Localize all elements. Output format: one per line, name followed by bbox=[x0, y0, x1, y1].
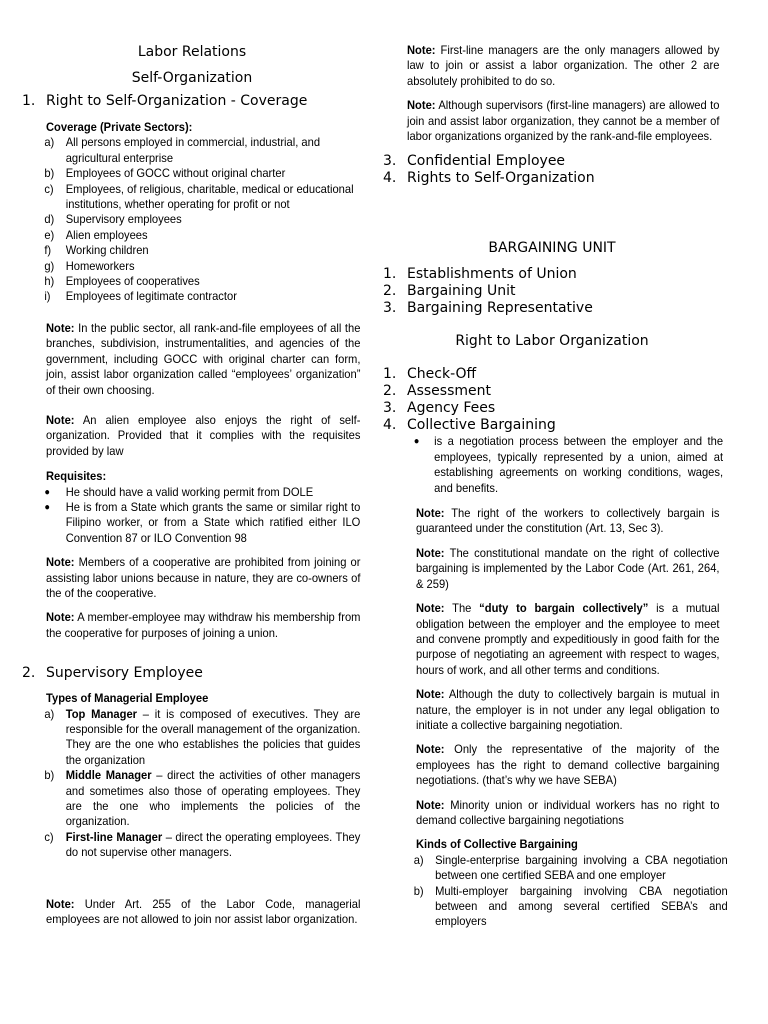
note-paragraph: Note: A member-employee may withdraw his membership from the cooperative for purposes of joining a union. bbox=[46, 610, 361, 640]
collective-bargaining-bullets bbox=[383, 434, 723, 496]
note-paragraph: Note: The constitutional mandate on the right of collective bargaining is implemented by the Labor Code (Art. 261, 264, & 259) bbox=[416, 545, 720, 591]
section-heading-text: Supervisory Employee bbox=[46, 665, 203, 682]
list-item: a) Top Manager – it is composed of executives. They are responsible for the overall management of the organization. They are the one who establishes the policies that guides the organization bbox=[44, 706, 361, 767]
section-heading-1 bbox=[22, 93, 362, 110]
note-paragraph: Note: Although supervisors (first-line managers) are allowed to join and assist labor organization, they cannot be a member of labor organizations organized by the rank-and-file employees. bbox=[407, 98, 720, 144]
section-number: 1. bbox=[22, 93, 36, 109]
list-item: a) Single-enterprise bargaining involving a CBA negotiation between one certified SEBA and one employer bbox=[413, 852, 728, 883]
list-item: f) Working children bbox=[44, 243, 149, 258]
bullet-icon: ● bbox=[413, 436, 420, 448]
list-item: e) Alien employees bbox=[44, 227, 148, 242]
list-item: ● He is from a State which grants the same or similar right to Filipino worker, or from a State which ratified either ILO Convention 87 or ILO Convention 98 bbox=[22, 500, 360, 546]
right-column bbox=[383, 43, 728, 930]
list-item: g) Homeworkers bbox=[44, 258, 135, 273]
list-item: c) First-line Manager – direct the operating employees. They do not supervise other managers. bbox=[44, 829, 361, 860]
numbered-heading: 4. Collective Bargaining bbox=[383, 417, 556, 434]
list-item: d) Supervisory employees bbox=[44, 212, 182, 227]
kinds-list bbox=[383, 853, 728, 930]
right-to-labor-org-title: Right to Labor Organization bbox=[455, 333, 649, 350]
numbered-heading: 3. Agency Fees bbox=[383, 400, 496, 417]
note-paragraph: Note: First-line managers are the only managers allowed by law to join or assist a labor organization. The other 2 are absolutely prohibited to do so. bbox=[407, 43, 720, 88]
list-item: a) All persons employed in commercial, industrial, and agricultural enterprise bbox=[44, 135, 321, 165]
note-paragraph: Note: Under Art. 255 of the Labor Code, managerial employees are not allowed to join nor assist labor organization. bbox=[46, 896, 361, 927]
bullet-icon: ● bbox=[44, 486, 50, 498]
list-item: ● is a negotiation process between the employer and the employees, typically represented by a union, aimed at establishing agreements on working conditions, wages, and benefits. bbox=[387, 434, 723, 496]
document-title: Labor Relations bbox=[137, 44, 247, 60]
manager-types-list bbox=[22, 707, 360, 861]
note-paragraph: Note: Only the representative of the majority of the employees has the right to demand collective bargaining negotiations. (that’s why we have SEBA) bbox=[416, 742, 720, 788]
list-item: i) Employees of legitimate contractor bbox=[44, 289, 237, 304]
note-paragraph: Note: Minority union or individual workers has no right to demand collective bargaining negotiations bbox=[416, 797, 720, 827]
bargaining-unit-title: BARGAINING UNIT bbox=[488, 240, 616, 257]
requisites-title: Requisites: bbox=[46, 469, 107, 484]
note-paragraph: Note: Members of a cooperative are prohibited from joining or assisting labor unions because in nature, they are co-owners of the of the cooperative. bbox=[46, 555, 361, 600]
kinds-title: Kinds of Collective Bargaining bbox=[416, 837, 578, 852]
numbered-heading: 4. Rights to Self-Organization bbox=[383, 170, 595, 187]
note-paragraph: Note: In the public sector, all rank-and-file employees of all the branches, subdivision, instrumentalities, and agencies of the government, including GOCC with original charter can form, join, assist labor organization called “employees’ organization” of their own choosing. bbox=[46, 320, 361, 397]
coverage-list bbox=[22, 135, 360, 304]
list-item: ● He should have a valid working permit from DOLE bbox=[22, 485, 360, 500]
note-paragraph: Note: An alien employee also enjoys the right of self-organization. Provided that it complies with the requisites provided by law bbox=[46, 412, 361, 458]
bullet-icon: ● bbox=[44, 501, 50, 513]
numbered-heading: 3. Bargaining Representative bbox=[383, 300, 593, 317]
section-heading-text: Right to Self-Organization - Coverage bbox=[46, 93, 308, 109]
types-title: Types of Managerial Employee bbox=[46, 691, 209, 706]
numbered-heading: 1. Check-Off bbox=[383, 366, 477, 383]
section-heading-2 bbox=[22, 665, 362, 682]
section-number: 2. bbox=[22, 665, 36, 682]
list-item: b) Multi-employer bargaining involving CBA negotiation between and among several certified SEBA’s and employers bbox=[413, 883, 728, 929]
numbered-heading: 1. Establishments of Union bbox=[383, 266, 577, 283]
note-paragraph: Note: The “duty to bargain collectively” is a mutual obligation between the employer and the employee to meet and convene promptly and expeditiously in good faith for the purpose of negotiating an agreement with respect to wages, hours of work, and all other terms and conditions. bbox=[416, 601, 720, 677]
requisites-list bbox=[22, 485, 360, 547]
list-item: c) Employees, of religious, charitable, medical or educational institutions, whether operating for profit or not bbox=[44, 181, 354, 212]
coverage-title: Coverage (Private Sectors): bbox=[46, 120, 193, 134]
note-paragraph: Note: Although the duty to collectively bargain is mutual in nature, the employer is in not under any legal obligation to initiate a collective bargaining negotiation. bbox=[416, 687, 720, 732]
note-paragraph: Note: The right of the workers to collectively bargain is guaranteed under the constitution (Art. 13, Sec 3). bbox=[416, 506, 720, 536]
left-column bbox=[22, 40, 362, 927]
numbered-heading: 3. Confidential Employee bbox=[383, 153, 566, 170]
numbered-heading: 2. Bargaining Unit bbox=[383, 283, 516, 300]
numbered-heading: 2. Assessment bbox=[383, 383, 491, 400]
document-subtitle: Self-Organization bbox=[131, 70, 253, 86]
list-item: b) Middle Manager – direct the activities of other managers and sometimes also those of operating employees. They are the one who implements the policies of the organization. bbox=[44, 768, 361, 829]
list-item: b) Employees of GOCC without original charter bbox=[44, 166, 286, 181]
list-item: h) Employees of cooperatives bbox=[44, 274, 200, 289]
